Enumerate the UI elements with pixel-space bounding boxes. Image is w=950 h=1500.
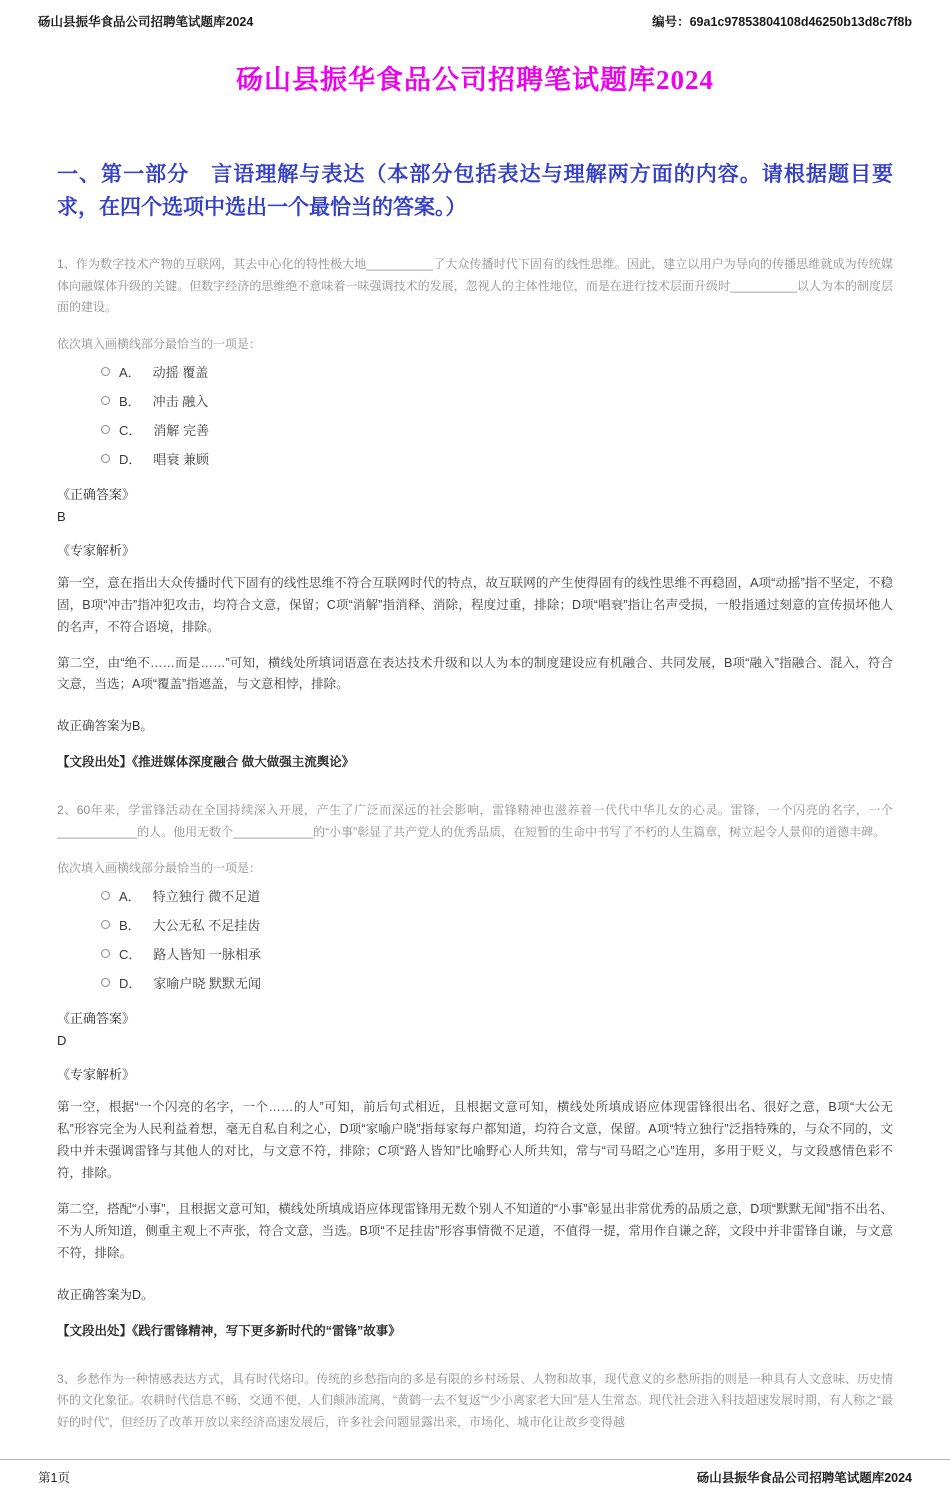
expert-analysis-label: 《专家解析》 [57, 542, 136, 558]
option-a[interactable] [57, 886, 893, 905]
document-footer [0, 1459, 950, 1500]
option-d[interactable] [57, 973, 893, 992]
question-1 [57, 254, 893, 770]
option-text: 家喻户晓 默默无闻 [153, 976, 262, 992]
question-stem: 2、60年来，学雷锋活动在全国持续深入开展，产生了广泛而深远的社会影响，雷锋精神也滋养着一代代中华儿女的心灵。雷锋，一个闪亮的名字，一个____________的人。他用无数个____________的“小事”彰显了共产党人的优秀品质，在短暂的生命中书写了不朽的人生篇章，树立起令人景仰的道德丰碑。 [57, 803, 893, 839]
section-heading: 一、第一部分 言语理解与表达（本部分包括表达与理解两方面的内容。请根据题目要求，在四个选项中选出一个最恰当的答案。） [57, 163, 893, 219]
option-letter: C． [119, 947, 142, 963]
option-text: 特立独行 微不足道 [152, 889, 261, 905]
option-b[interactable] [57, 915, 893, 934]
radio-icon[interactable] [101, 396, 110, 405]
document-content [0, 36, 950, 1433]
correct-answer-label: 《正确答案》 [57, 486, 136, 502]
radio-icon[interactable] [101, 891, 110, 900]
option-a[interactable] [57, 362, 893, 381]
analysis-paragraph: 第一空，意在指出大众传播时代下固有的线性思维不符合互联网时代的特点，故互联网的产生使得固有的线性思维不再稳固，A项“动摇”指不坚定，不稳固，B项“冲击”指冲犯攻击，均符合文意，保留；C项“消解”指消释、消除，程度过重，排除；D项“唱衰”指让名声受损，一般指通过刻意的宣传损坏他人的名声，不符合语境，排除。 [57, 575, 893, 634]
source-reference: 【文段出处】《推进媒体深度融合 做大做强主流舆论》 [57, 755, 355, 770]
radio-icon[interactable] [101, 920, 110, 929]
option-c[interactable] [57, 944, 893, 963]
option-text: 冲击 融入 [152, 393, 209, 409]
correct-answer-value: D [57, 1033, 67, 1049]
correct-answer-value: B [57, 508, 66, 524]
question-prompt: 依次填入画横线部分最恰当的一项是： [57, 336, 262, 351]
question-3 [57, 1369, 893, 1434]
option-text: 大公无私 不足挂齿 [152, 918, 261, 934]
analysis-paragraph: 第二空，由“绝不……而是……”可知，横线处所填词语意在表达技术升级和以人为本的制度建设应有机融合、共同发展，B项“融入”指融合、混入，符合文意，当选；A项“覆盖”指遮盖，与文意相悖，排除。 [57, 655, 893, 692]
option-letter: A． [119, 364, 141, 380]
question-stem: 3、乡愁作为一种情感表达方式，具有时代烙印。传统的乡愁指向的多是有限的乡村场景、人物和故事，现代意义的乡愁所指的则是一种具有人文意味、历史情怀的文化象征。农耕时代信息不畅，交通不便，人们颠沛流离，“黄鹤一去不复返”“少小离家老大回”是人生常态。现代社会进入科技超速发展时期，有人称之“最好的时代”，但经历了改革开放以来经济高速发展后，许多社会问题显露出来，市场化、城市化让故乡变得越 [57, 1371, 893, 1429]
radio-icon[interactable] [101, 454, 110, 463]
page-title: 砀山县振华食品公司招聘笔试题库2024 [236, 65, 714, 95]
options-group [57, 362, 893, 468]
radio-icon[interactable] [101, 425, 110, 434]
option-letter: B． [119, 918, 141, 934]
option-letter: B． [119, 393, 141, 409]
source-reference: 【文段出处】《践行雷锋精神，写下更多新时代的“雷锋”故事》 [57, 1323, 401, 1338]
expert-analysis-label: 《专家解析》 [57, 1067, 136, 1083]
option-text: 动摇 覆盖 [152, 364, 209, 380]
option-letter: A． [119, 889, 141, 905]
radio-icon[interactable] [101, 949, 110, 958]
analysis-paragraph: 第一空，根据“一个闪亮的名字，一个……的人”可知，前后句式相近，且根据文意可知，横线处所填成语应体现雷锋很出名、很好之意，B项“大公无私”形容完全为人民利益着想，毫无自私自利之心，D项“家喻户晓”指每家每户都知道，均符合文意，保留。A项“特立独行”泛指特殊的，与众不同的，文段中并未强调雷锋与其他人的对比，与文意不符，排除；C项“路人皆知”比喻野心人所共知，常与“司马昭之心”连用，多用于贬义，与文段感情色彩不符，排除。 [57, 1100, 893, 1181]
analysis-paragraph: 第二空，搭配“小事”，且根据文意可知，横线处所填成语应体现雷锋用无数个别人不知道的“小事”彰显出非常优秀的品质之意，D项“默默无闻”指不出名、不为人所知道，侧重主观上不声张，符合文意，当选。B项“不足挂齿”形容事情微不足道，不值得一提，常用作自谦之辞，文段中并非雷锋自谦，与文意不符，排除。 [57, 1201, 893, 1260]
option-letter: C． [119, 422, 142, 438]
option-text: 消解 完善 [153, 422, 210, 438]
header-left-title: 砀山县振华食品公司招聘笔试题库2024 [38, 15, 254, 29]
header-document-number: 编号：69a1c97853804108d46250b13d8c7f8b [652, 15, 912, 29]
question-prompt: 依次填入画横线部分最恰当的一项是： [57, 861, 262, 876]
option-d[interactable] [57, 449, 893, 468]
option-text: 唱衰 兼顾 [153, 451, 210, 467]
radio-icon[interactable] [101, 978, 110, 987]
option-c[interactable] [57, 420, 893, 439]
options-group [57, 886, 893, 992]
question-stem: 1、作为数字技术产物的互联网，其去中心化的特性极大地__________了大众传播时代下固有的线性思维。因此，建立以用户为导向的传播思维就成为传统媒体向融媒体升级的关键。但数字经济的思维绝不意味着一味强调技术的发展，忽视人的主体性地位，而是在进行技术层面升级时__________以人为本的制度层面的建设。 [57, 257, 893, 315]
answer-conclusion: 故正确答案为D。 [57, 1287, 154, 1302]
option-letter: D． [119, 976, 142, 992]
footer-document-title: 砀山县振华食品公司招聘笔试题库2024 [696, 1471, 912, 1486]
option-text: 路人皆知 一脉相承 [153, 947, 262, 963]
answer-conclusion: 故正确答案为B。 [57, 719, 153, 734]
correct-answer-label: 《正确答案》 [57, 1011, 136, 1027]
option-b[interactable] [57, 391, 893, 410]
document-header [0, 0, 950, 36]
radio-icon[interactable] [101, 367, 110, 376]
question-2 [57, 800, 893, 1338]
page-number: 第1页 [38, 1471, 70, 1486]
option-letter: D． [119, 451, 142, 467]
